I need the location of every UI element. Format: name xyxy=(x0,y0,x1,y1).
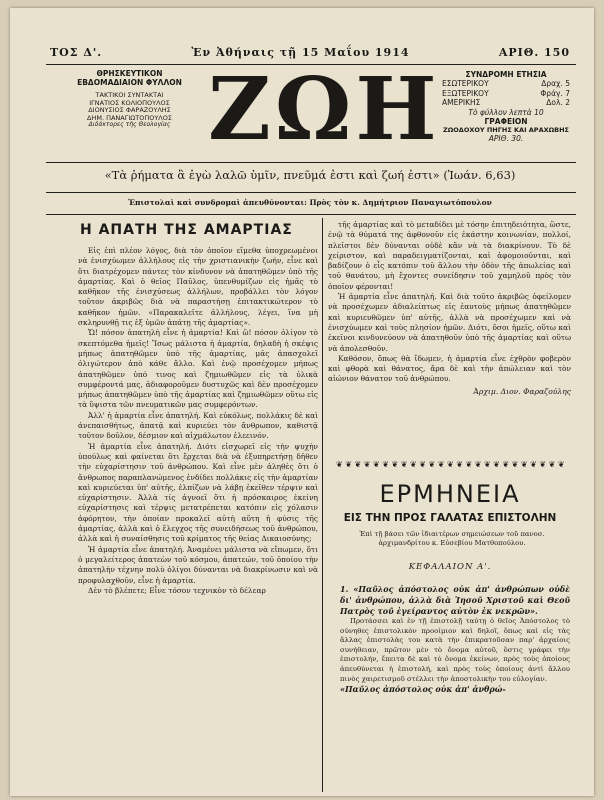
editors-line-1: ΘΡΗΣΚΕΥΤΙΚΟΝ xyxy=(96,69,163,78)
paragraph: Δὲν τὸ βλέπετε; Εἶνε τόσον τεχνικὸν τὸ δέλεαρ xyxy=(88,585,266,595)
article-column-2 xyxy=(328,220,571,397)
section-subtitle: ΕΙΣ ΤΗΝ ΠΡΟΣ ΓΑΛΑΤΑΣ ΕΠΙΣΤΟΛΗΝ xyxy=(343,512,557,524)
editors-box xyxy=(62,70,197,129)
editors-line-2: ΕΒΔΟΜΑΔΙΑΙΟΝ ΦΥΛΛΟΝ xyxy=(77,77,182,87)
editors-line-6: ΔΗΜ. ΠΑΝΑΓΙΩΤΟΠΟΥΛΟΣ xyxy=(87,113,172,122)
article-headline: Η ΑΠΑΤΗ ΤΗΣ ΑΜΑΡΤΙΑΣ xyxy=(80,222,293,238)
paragraph: Ἡ ἁμαρτία εἶνε ἀπατηλή. Διότι εἰσχωρεῖ εἰς τὴν ψυχὴν ὑπούλως καὶ φαίνεται ὅτι ἔρχεται διὰ νὰ ἐξυπηρετήσῃ δῆθεν τὴν εὐχαρίστησιν τοῦ ἀνθρώπου. Καὶ εἶνε μὲν ἀληθὲς ὅτι ὁ ἄνθρωπος παραπλανώμενος ἐνδίδει πολλάκις εἰς τὴν ἁμαρτίαν καὶ κυριεύεται ὑπ' αὐτῆς, ἐλπίζων νὰ λάβῃ ἐκεῖθεν τέρψιν καὶ εὐχαρίστησιν. Ἀλλὰ τίς ἀγνοεῖ ὅτι ἡ πρόσκαιρος ἐκείνη εὐχαρίστησις καὶ τέρψις μετατρέπεται κατόπιν εἰς χόλασιν ἀφόρητον, τὴν ὁποίαν προκαλεῖ αὐτὴ αὕτη ἡ φύσις τῆς ἁμαρτίας, ἀλλὰ καὶ ὁ ἔλεγχος τῆς συνειδήσεως τοῦ ἀνθρώπου, ἀλλὰ καὶ ἡ συναίσθησις τοῦ κρίματος τῆς θείας Δικαιοσύνης; xyxy=(78,441,318,544)
subscription-label: ΕΞΩΤΕΡΙΚΟΥ xyxy=(442,88,489,98)
subscription-label: ΕΣΩΤΕΡΙΚΟΥ xyxy=(442,79,489,89)
correspondence-notice: Ἐπιστολαὶ καὶ συνδρομαὶ ἀπευθύνονται: Πρὸς τὸν κ. Δημήτριον Παναγιωτόπουλον xyxy=(128,198,492,207)
subscription-row xyxy=(442,79,570,88)
paragraph: Καθόσον, ὅπως θὰ ἴδωμεν, ἡ ἁμαρτία εἶνε ἐχθρὸν φοβερὸν καὶ φθορὰ καὶ θάνατος, ἄρα δὲ καὶ τὴν ἀπώλειαν καὶ τὸν αἰώνιον θάνατον τοῦ ἀνθρώπου. xyxy=(328,353,571,384)
article-column-1 xyxy=(78,246,318,596)
subscription-value: Φράγ. 7 xyxy=(540,88,570,98)
volume-label: ΤΟΣ Δ'. xyxy=(50,46,103,59)
editors-line-5: ΔΙΟΝΥΣΙΟΣ ΦΑΡΑΖΟΥΛΗΣ xyxy=(88,106,171,115)
paragraph: τῆς ἁμαρτίας καὶ τὸ μεταδίδει μὲ τόσην ἐπιτηδειότητα, ὥστε, ἐνῷ τὰ θύματά της ἀφθονοῦν εἰς ἑκάστην κοινωνίαν, πολλοί, πλεῖστοι δὲν δύνανται οὐδὲ κἂν νὰ τὰ διακρίνουν. Τὸ δὲ χείριστον, καὶ παραδειγματίζονται, καὶ ἀφομοιοῦνται, καὶ βαδίζουν ὁ εἷς κατόπιν τοῦ ἄλλου τὴν ὁδὸν τῆς ἀπωλείας καὶ τοῦ θανάτου, μὴ ἔχοντες συνείδησιν τοῦ χαμηλοῦ πρὸς τὸν ὁποῖον φέρονται! xyxy=(328,220,571,291)
issue-number: ΑΡΙΘ. 150 xyxy=(498,46,570,59)
subscription-row xyxy=(442,98,570,107)
epigraph-quote: «Τὰ ῥήματα ἃ ἐγὼ λαλῶ ὑμῖν, πνεῦμά ἐστι καὶ ζωή ἐστι» (Ἰωάν. 6,63) xyxy=(104,168,516,182)
subscription-label: ΑΜΕΡΙΚΗΣ xyxy=(442,98,481,108)
paragraph: Εἰς ἐπὶ πλέον λόγος, διὰ τὸν ὁποῖον εἴμεθα ὑποχρεωμένοι νὰ ἐνισχύωμεν ἀλλήλους εἰς τὴν χριστιανικὴν ζωήν, εἶνε καὶ ὅτι διατρέχομεν πάντες τὸν κίνδυνον νὰ ἀπατηθῶμεν ὑπὸ τῆς ἁμαρτίας. Καὶ ὁ θεῖος Παῦλος, ὑπενθυμίζων εἰς ἡμᾶς τὸ καθῆκον τῆς ἐνισχύσεως ἀλλήλων, προβάλλει τὸν λόγον τοῦτον ἀκριβῶς διὰ νὰ παραστήσῃ ἐπιτακτικώτερον τὸ καθῆκον ἡμῶν. «Παρακαλεῖτε ἀλλήλους, λέγει, ἵνα μὴ σκληρυνθῇ τις ἐξ ὑμῶν ἀπάτῃ τῆς ἁμαρτίας». xyxy=(78,246,318,328)
scripture-verse: «Παῦλος ἀπόστολος οὐκ ἀπ' ἀνθρώ- xyxy=(340,684,506,695)
paragraph: Ὤ! πόσον ἀπατηλὴ εἶνε ἡ ἁμαρτία! Καὶ ὤ! πόσον ὀλίγον τὸ σκεπτόμεθα ἡμεῖς! Ἴσως μάλιστα ἡ ἁμαρτία, δηλαδὴ ἡ σκέψις μήπως ἀπατηθῶμεν ὑπὸ τῆς ἁμαρτίας, μᾶς ἀπασχολεῖ ὀλιγώτερον ἀπὸ κάθε ἄλλο. Καὶ ἐνῷ προσέχομεν μήπως ἀπατηθῶμεν ὑπό τινος καὶ ζημιωθῶμεν εἰς τὰ ὑλικὰ συμφέροντά μας, ἀδιαφοροῦμεν δυστυχῶς καὶ δὲν προσέχομεν μήπως ἀπατηθῶμεν ὑπὸ τῆς ἁμαρτίας καὶ ζημιωθῶμεν οὕτω εἰς τὰ ὕψιστα τῶν πνευματικῶν μας συμφερόντων. xyxy=(78,328,318,410)
editors-line-7: Διδάκτορες τῆς Θεολογίας xyxy=(88,121,171,129)
column-divider xyxy=(322,218,323,792)
divider xyxy=(46,192,576,193)
masthead-title: ΖΩΗ xyxy=(208,59,441,160)
paragraph: Ἡ ἁμαρτία εἶνε ἀπατηλή. Καὶ διὰ τοῦτο ἀκριβῶς ὀφείλομεν νὰ προσέχωμεν ἀδιαλείπτως εἰς ἑαυτοὺς μήπως ἀπατηθῶμεν καὶ κυριευθῶμεν ὑπ' αὐτῆς, ἀλλὰ νὰ προσέχωμεν καὶ νὰ ἐνισχύωμεν καὶ τοὺς πλησίον ἡμῶν. Διότι, ὅσοι ἡμεῖς, οὕτω καὶ ἐκεῖνοι κινδυνεύουν νὰ ἀπατηθοῦν ὑπὸ τῆς ἁμαρτίας καὶ οὕτω νὰ ἀπολεσθοῦν. xyxy=(328,292,571,353)
subscription-row xyxy=(442,89,570,98)
ornament-border: ❦ ❦ ❦ ❦ ❦ ❦ ❦ ❦ ❦ ❦ ❦ ❦ ❦ ❦ ❦ ❦ ❦ ❦ ❦ ❦ ❦ ❦ ❦ ❦ ❦ xyxy=(336,460,565,469)
paragraph: Ἡ ἁμαρτία εἶνε ἀπατηλή. Ἀναμένει μάλιστα νὰ εἴπωμεν, ὅτι ὁ μεγαλείτερος ἀπατεὼν τοῦ κόσμου, ἀπατεών, τοῦ ὁποίου τὴν ἀπατηλὴν τέχνην πολὺ ὀλίγοι δύνανται νὰ διακρίνωσιν καὶ νὰ προφυλαχθοῦν, εἶνε ἡ ἁμαρτία. xyxy=(78,544,318,585)
chapter-heading: ΚΕΦΑΛΑΙΟΝ Α'. xyxy=(408,562,492,572)
editors-line-4: ΙΓΝΑΤΙΟΣ ΚΟΛΙΟΠΟΥΛΟΣ xyxy=(89,98,170,107)
subscription-title: ΣΥΝΔΡΟΜΗ ΕΤΗΣΙΑ xyxy=(465,70,547,79)
paragraph: Προτάσσει καὶ ἐν τῇ ἐπιστολῇ ταύτῃ ὁ θεῖος Ἀπόστολος τὸ σύνηθες ἐπιστολικὸν προοίμιον καὶ δηλοῖ, ὅπως καὶ εἰς τὰς ἄλλας ἐπιστολὰς του κατὰ τὴν ἐπικρατοῦσαν παρ' ἀρχαίοις συνήθειαν, πρῶτον μὲν τὸ ὄνομα αὐτοῦ, ὅστις γράφει τὴν ἐπιστολήν, ἔπειτα δὲ καὶ τὸ ὄνομα ἐκείνων, πρὸς τοὺς ὁποίους ἀπευθύνεται ἡ ἐπιστολή, καὶ πρὸς τοὺς ὁποίους ἀντὶ ἄλλου πινὸς χαιρετισμοῦ στέλλει τὴν ἀποστολικὴν του εὐλογίαν. xyxy=(340,617,570,683)
subscription-value: Δραχ. 5 xyxy=(541,79,570,89)
section-title: ΕΡΜΗΝΕΙΑ xyxy=(379,480,521,508)
newspaper-page xyxy=(10,8,594,796)
section-note: Ἐπὶ τῇ βάσει τῶν ἰδιαιτέρων σημειώσεων τοῦ πανοσ. ἀρχιμανδρίτου κ. Εὐσεβίου Ματθοπούλου. xyxy=(359,530,545,547)
office-label: ΓΡΑΦΕΙΟΝ xyxy=(484,116,528,126)
office-address: ΖΩΟΔΟΧΟΥ ΠΗΓΗΣ ΚΑΙ ΑΡΑΧΩΒΗΣ xyxy=(443,126,569,135)
author-signature: Ἀρχιμ. Διον. Φαραζούλης xyxy=(473,386,571,396)
divider xyxy=(46,162,576,163)
office-number: ΑΡΙΘ. 30. xyxy=(488,134,524,144)
scripture-verse: 1. «Παῦλος ἀπόστολος οὐκ ἀπ' ἀνθρώπων οὐδὲ δι' ἀνθρώπου, ἀλλὰ διὰ Ἰησοῦ Χριστοῦ καὶ Θεοῦ Πατρὸς τοῦ ἐγείραντος αὐτὸν ἐκ νεκρῶν». xyxy=(340,584,570,616)
subscription-box xyxy=(442,70,570,144)
commentary-column xyxy=(340,584,570,695)
editors-line-3: ΤΑΚΤΙΚΟΙ ΣΥΝΤΑΚΤΑΙ xyxy=(95,91,164,100)
issue-price: Τὸ φύλλον λεπτὰ 10 xyxy=(468,107,544,117)
subscription-value: Δολ. 2 xyxy=(546,98,570,108)
paragraph: Ἀλλ' ἡ ἁμαρτία εἶνε ἀπατηλή. Καὶ εὐκόλως, πολλάκις δὲ καὶ ἀνεπαισθήτως, ἀπατᾷ καὶ κυριεύει τὸν ἄνθρωπον, καθιστᾷ τοῦτον δοῦλον, δέσμιον καὶ αἰχμάλωτον ἑλεεινόν. xyxy=(78,410,318,441)
divider xyxy=(46,214,576,215)
header-line xyxy=(50,46,570,59)
dateline: Ἐν Ἀθήναις τῇ 15 Μαΐου 1914 xyxy=(191,46,410,59)
